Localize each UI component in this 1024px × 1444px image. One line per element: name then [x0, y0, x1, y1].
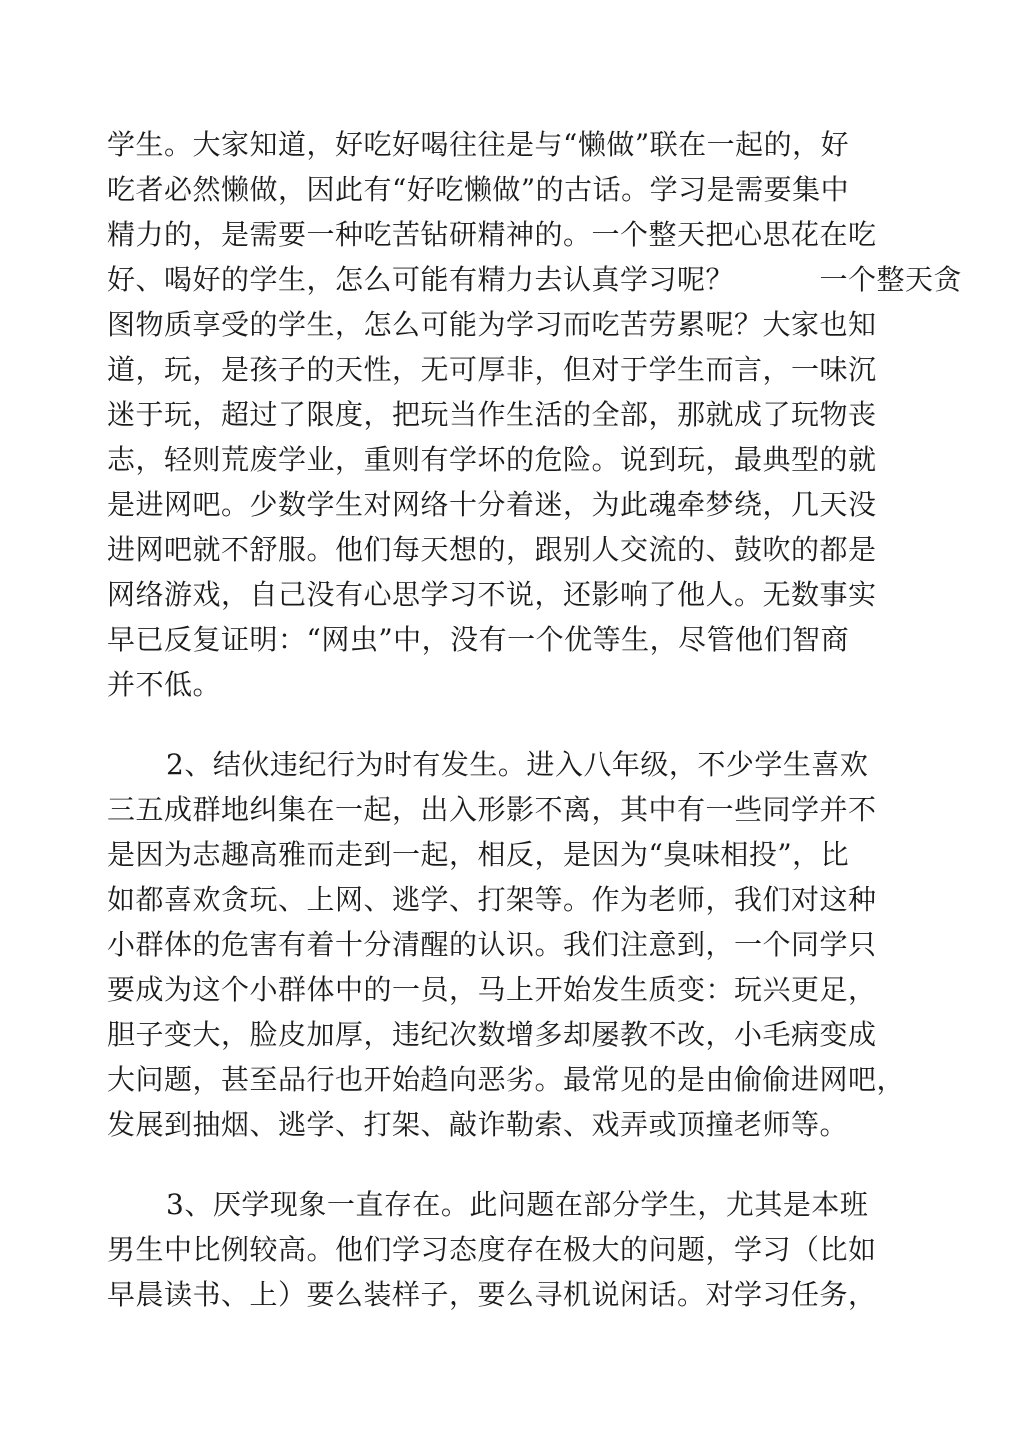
paragraph-2-line-7: 胆子变大，脸皮加厚，违纪次数增多却屡教不改，小毛病变成: [107, 1018, 877, 1051]
paragraph-1-line-8: 志，轻则荒废学业，重则有学坏的危险。说到玩，最典型的就: [107, 443, 877, 476]
paragraph-1-line-10: 进网吧就不舒服。他们每天想的，跟别人交流的、鼓吹的都是: [107, 533, 877, 566]
paragraph-1-line-9: 是进网吧。少数学生对网络十分着迷，为此魂牵梦绕，几天没: [107, 488, 877, 521]
paragraph-2-line-1: 2、结伙违纪行为时有发生。进入八年级，不少学生喜欢: [166, 748, 869, 781]
paragraph-1-line-12: 早已反复证明：“网虫”中，没有一个优等生，尽管他们智商: [107, 623, 850, 656]
paragraph-2-line-8: 大问题，甚至品行也开始趋向恶劣。最常见的是由偷偷进网吧，: [107, 1063, 906, 1096]
paragraph-1-line-2: 吃者必然懒做，因此有“好吃懒做”的古话。学习是需要集中: [107, 173, 850, 206]
paragraph-2-line-2: 三五成群地纠集在一起，出入形影不离，其中有一些同学并不: [107, 793, 877, 826]
paragraph-1-line-7: 迷于玩，超过了限度，把玩当作生活的全部，那就成了玩物丧: [107, 398, 877, 431]
paragraph-1-line-1: 学生。大家知道，好吃好喝往往是与“懒做”联在一起的，好: [107, 128, 850, 161]
paragraph-1-line-11: 网络游戏，自己没有心思学习不说，还影响了他人。无数事实: [107, 578, 877, 611]
paragraph-3-line-3: 早晨读书、上）要么装样子，要么寻机说闲话。对学习任务，: [107, 1278, 877, 1311]
paragraph-2-line-3: 是因为志趣高雅而走到一起，相反，是因为“臭味相投”，比: [107, 838, 850, 871]
paragraph-1-line-4: 好、喝好的学生，怎么可能有精力去认真学习呢？ 一个整天贪: [107, 263, 963, 296]
paragraph-3-line-2: 男生中比例较高。他们学习态度存在极大的问题，学习（比如: [107, 1233, 877, 1266]
paragraph-1-line-13: 并不低。: [107, 668, 222, 701]
paragraph-1-line-3: 精力的，是需要一种吃苦钻研精神的。一个整天把心思花在吃: [107, 218, 877, 251]
paragraph-2-line-4: 如都喜欢贪玩、上网、逃学、打架等。作为老师，我们对这种: [107, 883, 877, 916]
paragraph-2-line-5: 小群体的危害有着十分清醒的认识。我们注意到，一个同学只: [107, 928, 877, 961]
paragraph-1-line-6: 道，玩，是孩子的天性，无可厚非，但对于学生而言，一味沉: [107, 353, 877, 386]
paragraph-2-line-9: 发展到抽烟、逃学、打架、敲诈勒索、戏弄或顶撞老师等。: [107, 1108, 849, 1141]
paragraph-3-line-1: 3、厌学现象一直存在。此问题在部分学生，尤其是本班: [166, 1188, 869, 1221]
paragraph-2-line-6: 要成为这个小群体中的一员，马上开始发生质变：玩兴更足，: [107, 973, 877, 1006]
paragraph-1-line-5: 图物质享受的学生，怎么可能为学习而吃苦劳累呢？大家也知: [107, 308, 877, 341]
